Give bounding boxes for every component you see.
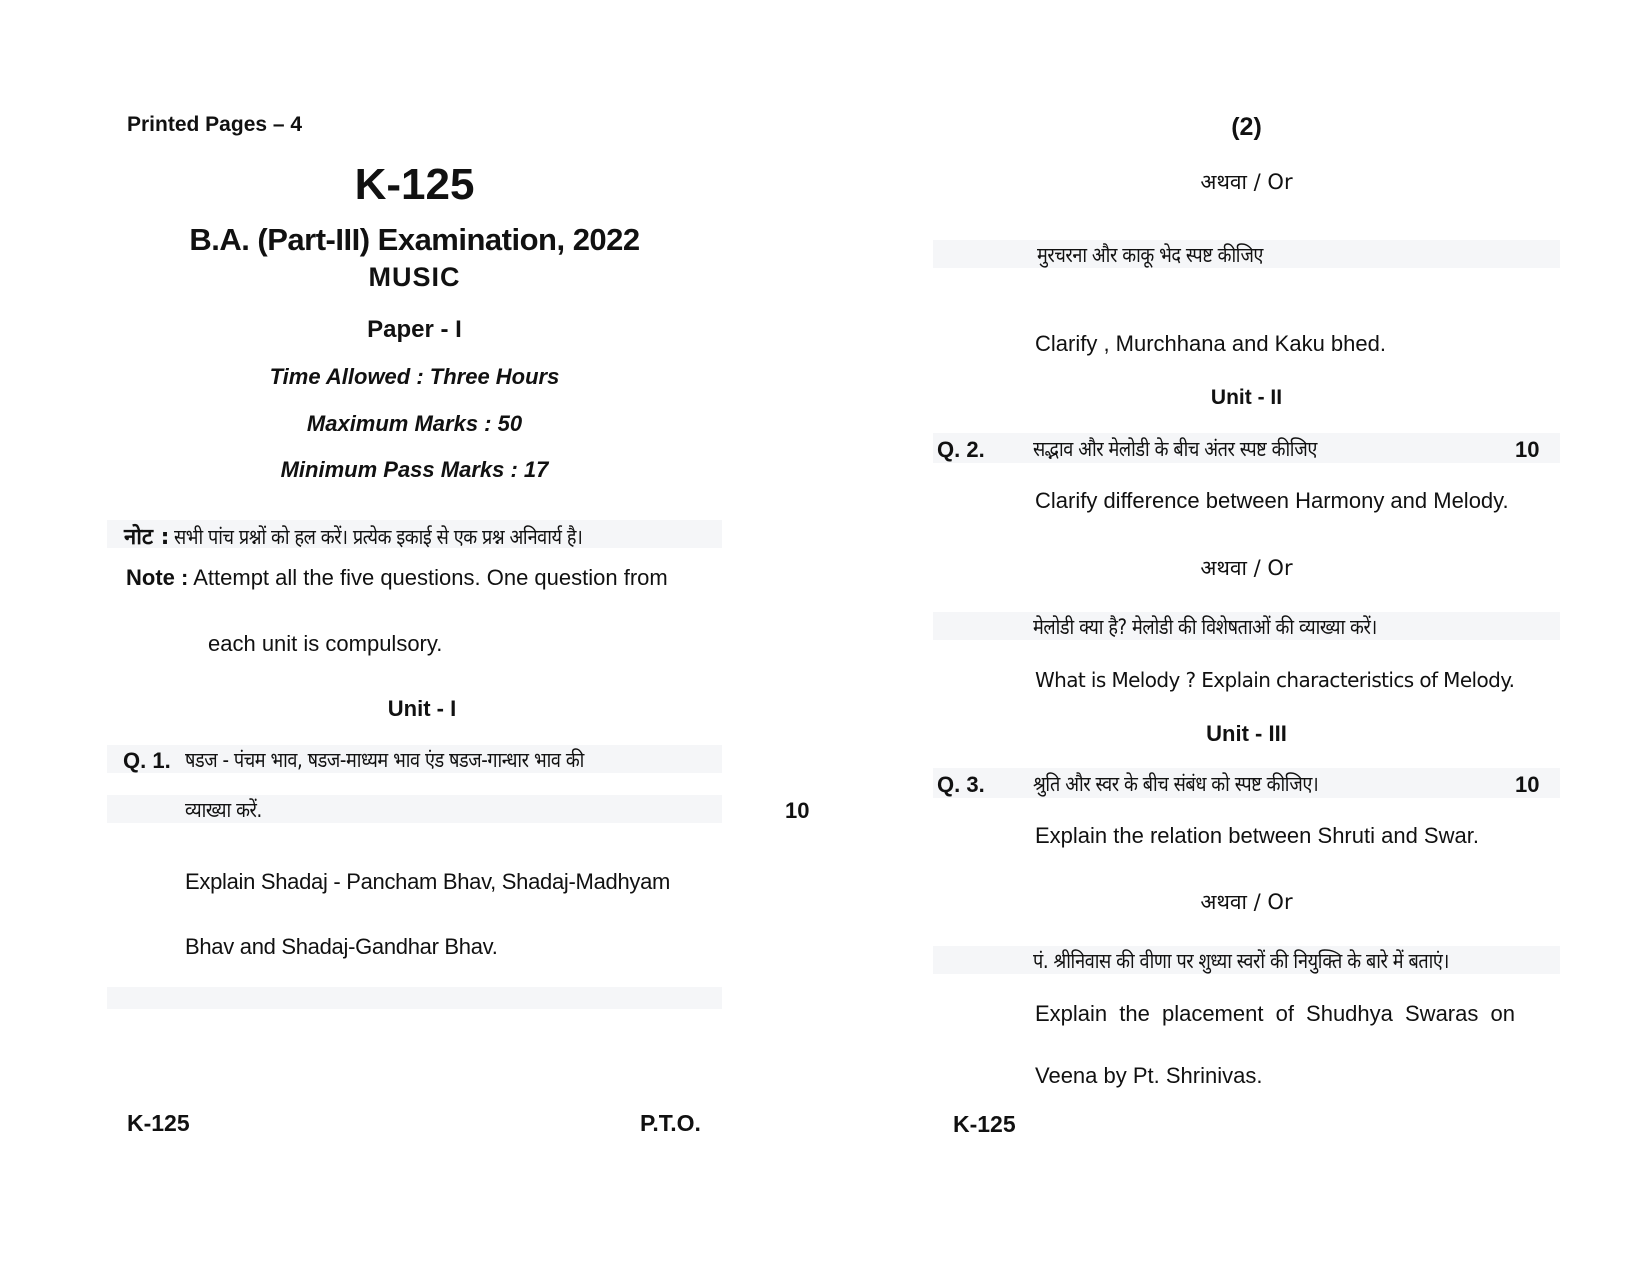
- unit-2-heading: Unit - II: [1210, 386, 1283, 409]
- footer-paper-code: K-125: [953, 1111, 1016, 1137]
- unit-3-heading: Unit - III: [1206, 721, 1287, 746]
- note-line-1: Attempt all the five questions. One question from: [193, 565, 668, 590]
- q2-alt-english: What is Melody ? Explain characteristics of Melody.: [1035, 668, 1515, 692]
- q3-marks: 10: [1515, 772, 1540, 797]
- note-hindi: [124, 521, 649, 551]
- or-divider: अथवा / Or: [1200, 170, 1293, 194]
- or-divider: अथवा / Or: [1200, 556, 1293, 580]
- q2-marks: 10: [1515, 437, 1540, 462]
- highlight-band: [107, 987, 722, 1009]
- q1-hindi-line-1: षडज - पंचम भाव, षडज-माध्यम भाव एंड षडज-गान्धार भाव की: [185, 748, 584, 772]
- unit-1-heading: Unit - I: [387, 696, 457, 721]
- q1-hindi-line-2: व्याख्या करें.: [185, 798, 262, 822]
- q2-alt-hindi: मेलोडी क्या है? मेलोडी की विशेषताओं की व्याख्या करें।: [1033, 615, 1377, 639]
- printed-pages: Printed Pages – 4: [127, 113, 303, 136]
- exam-title: B.A. (Part-III) Examination, 2022: [189, 222, 640, 257]
- q3-alt-hindi: पं. श्रीनिवास की वीणा पर शुध्या स्वरों की नियुक्ति के बारे में बताएं।: [1033, 949, 1449, 973]
- q1-alt-hindi: मुरचरना और काकू भेद स्पष्ट कीजिए: [1037, 243, 1264, 267]
- minimum-pass-marks: Minimum Pass Marks : 17: [280, 457, 549, 482]
- q2-hindi: सद्भाव और मेलोडी के बीच अंतर स्पष्ट कीजिए: [1033, 437, 1317, 461]
- subject-title: MUSIC: [368, 262, 461, 292]
- note-hindi-label: नोट :: [124, 525, 170, 550]
- time-allowed: Time Allowed : Three Hours: [269, 364, 560, 389]
- q2-english: Clarify difference between Harmony and Melody.: [1035, 488, 1509, 513]
- q1-english-line-1: Explain Shadaj - Pancham Bhav, Shadaj-Madhyam: [185, 869, 671, 894]
- footer-paper-code: K-125: [127, 1110, 190, 1136]
- q3-label: Q. 3.: [937, 772, 985, 797]
- q2-label: Q. 2.: [937, 437, 985, 462]
- q1-label: Q. 1.: [123, 748, 171, 773]
- page-number: (2): [1231, 113, 1262, 141]
- maximum-marks: Maximum Marks : 50: [306, 411, 523, 436]
- q1-english-line-2: Bhav and Shadaj-Gandhar Bhav.: [185, 934, 498, 959]
- footer-pto: P.T.O.: [640, 1110, 701, 1136]
- or-divider: अथवा / Or: [1200, 890, 1293, 914]
- paper-code-title: K-125: [354, 160, 475, 209]
- q1-alt-english: Clarify , Murchhana and Kaku bhed.: [1035, 331, 1386, 356]
- note-english: [126, 565, 668, 591]
- q3-hindi: श्रुति और स्वर के बीच संबंध को स्पष्ट कीजिए।: [1033, 772, 1319, 796]
- note-label: Note :: [126, 565, 189, 590]
- paper-number: Paper - I: [367, 316, 462, 343]
- q3-english: Explain the relation between Shruti and Swar.: [1035, 823, 1479, 848]
- q1-marks: 10: [785, 798, 810, 823]
- note-line-2: each unit is compulsory.: [208, 631, 443, 656]
- q3-alt-english-line-1: Explain the placement of Shudhya Swaras on: [1035, 1001, 1515, 1026]
- q3-alt-english-line-2: Veena by Pt. Shrinivas.: [1035, 1063, 1263, 1088]
- note-hindi-text: सभी पांच प्रश्नों को हल करें। प्रत्येक इकाई से एक प्रश्न अनिवार्य है।: [173, 525, 583, 549]
